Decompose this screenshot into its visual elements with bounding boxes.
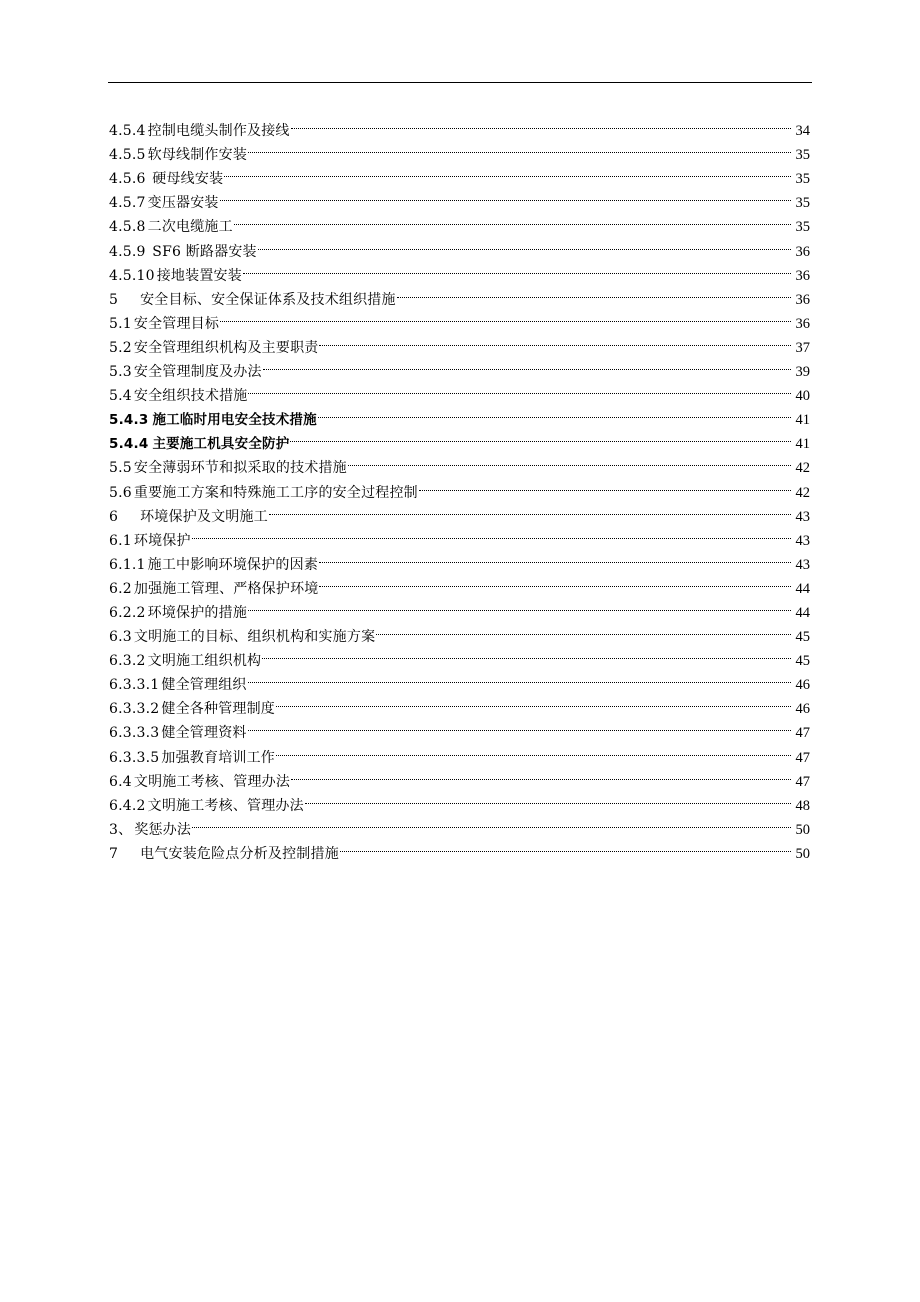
toc-entry-title: 加强施工管理、严格保护环境 <box>133 580 319 597</box>
toc-entry-title: 硬母线安装 <box>147 171 224 188</box>
toc-dot-leader <box>397 280 791 304</box>
toc-entry-title: 文明施工组织机构 <box>147 653 262 670</box>
toc-entry-label <box>109 360 262 384</box>
toc-entry-label <box>109 384 247 408</box>
toc-page-number: 40 <box>795 388 810 405</box>
toc-entry-title: SF6 断路器安装 <box>147 243 257 260</box>
toc-entry-title: 健全管理组织 <box>161 677 247 694</box>
toc-page-number: 47 <box>795 725 810 742</box>
toc-entry-label <box>109 432 289 456</box>
toc-entry-number: 4.5.4 <box>109 123 146 140</box>
toc-entry-label <box>109 601 247 625</box>
toc-page-number: 35 <box>795 195 810 212</box>
toc-entry-title: 施工中影响环境保护的因素 <box>147 556 319 573</box>
toc-entry-number: 5.1 <box>109 315 132 332</box>
toc-entry-number: 4.5.8 <box>109 219 146 236</box>
toc-page-number: 45 <box>795 629 810 646</box>
toc-page-number: 48 <box>795 797 810 814</box>
toc-entry-title: 文明施工考核、管理办法 <box>147 797 304 814</box>
toc-entry-label <box>109 721 247 745</box>
toc-dot-leader <box>248 593 791 617</box>
toc-page-number: 41 <box>795 436 810 453</box>
toc-entry-number: 6.3.3.1 <box>109 677 160 694</box>
toc-entry-title: 安全组织技术措施 <box>133 388 248 405</box>
toc-page-number: 41 <box>795 412 810 429</box>
toc-entry[interactable] <box>109 810 810 838</box>
toc-dot-leader <box>276 689 791 713</box>
toc-page-number: 34 <box>795 123 810 140</box>
toc-dot-leader <box>305 786 791 810</box>
toc-entry-title: 健全各种管理制度 <box>161 701 275 718</box>
toc-entry-label <box>109 191 219 215</box>
toc-entry-number: 5.2 <box>109 339 132 356</box>
toc-page-number: 36 <box>795 243 810 260</box>
toc-entry-number: 6 <box>109 508 119 525</box>
toc-entry-number: 4.5.5 <box>109 147 146 164</box>
toc-entry-label <box>109 842 339 866</box>
toc-dot-leader <box>248 713 791 737</box>
toc-entry-number: 6.4.2 <box>109 797 146 814</box>
toc-page-number: 35 <box>795 147 810 164</box>
toc-entry-number: 6.3.2 <box>109 653 146 670</box>
toc-dot-leader <box>340 834 791 858</box>
toc-entry-title: 环境保护的措施 <box>147 604 248 621</box>
toc-entry-title: 电气安装危险点分析及控制措施 <box>140 845 339 862</box>
toc-entry-number: 5.4.4 <box>109 436 149 453</box>
toc-entry-title: 软母线制作安装 <box>147 147 248 164</box>
toc-page-number: 43 <box>795 508 810 525</box>
toc-page-number: 42 <box>795 460 810 477</box>
toc-dot-leader <box>248 135 791 159</box>
toc-entry-number: 4.5.9 <box>109 243 146 260</box>
table-of-contents <box>109 111 810 862</box>
toc-page-number: 47 <box>795 749 810 766</box>
toc-page-number: 44 <box>795 580 810 597</box>
toc-entry-title: 安全管理制度及办法 <box>133 364 262 381</box>
toc-entry-number: 5.6 <box>109 484 132 501</box>
toc-entry-number: 6.3.3.2 <box>109 701 160 718</box>
toc-entry-number: 5.4 <box>109 388 132 405</box>
toc-entry-label <box>109 746 275 770</box>
toc-page-number: 35 <box>795 219 810 236</box>
toc-entry-number: 6.3.3.5 <box>109 749 160 766</box>
toc-page-number: 42 <box>795 484 810 501</box>
toc-page-number: 47 <box>795 773 810 790</box>
toc-dot-leader <box>220 304 791 328</box>
toc-entry-label <box>109 456 347 480</box>
toc-entry-title: 安全目标、安全保证体系及技术组织措施 <box>140 291 396 308</box>
toc-entry-number: 5.4.3 <box>109 412 149 429</box>
toc-page-number: 36 <box>795 291 810 308</box>
toc-entry[interactable] <box>109 834 810 862</box>
toc-entry[interactable] <box>109 111 810 140</box>
toc-entry-number: 7 <box>109 845 119 862</box>
toc-dot-leader <box>276 737 791 761</box>
toc-entry[interactable] <box>109 545 810 573</box>
toc-entry-label <box>109 167 223 191</box>
toc-entry-number: 5.3 <box>109 364 132 381</box>
toc-page-number: 37 <box>795 339 810 356</box>
toc-dot-leader <box>248 665 791 689</box>
toc-entry-label <box>109 408 317 432</box>
toc-entry-label <box>109 673 247 697</box>
toc-entry-number: 6.2 <box>109 580 132 597</box>
toc-entry-title: 文明施工考核、管理办法 <box>133 773 291 790</box>
toc-entry-label <box>109 240 257 264</box>
toc-dot-leader <box>192 810 791 834</box>
toc-entry-label <box>109 649 261 673</box>
toc-entry-title: 健全管理资料 <box>161 725 247 742</box>
toc-entry-title: 二次电缆施工 <box>147 219 233 236</box>
toc-entry-label <box>109 770 290 794</box>
toc-page-number: 50 <box>795 821 810 838</box>
toc-entry-title: 环境保护及文明施工 <box>140 508 268 525</box>
toc-page-number: 50 <box>795 845 810 862</box>
toc-entry-number: 3、 <box>109 821 133 838</box>
toc-entry-title: 安全管理目标 <box>133 315 220 332</box>
toc-entry-title: 奖惩办法 <box>134 821 192 838</box>
toc-dot-leader <box>319 569 791 593</box>
toc-entry-title: 环境保护 <box>133 532 191 549</box>
toc-dot-leader <box>263 352 791 376</box>
toc-page-number: 45 <box>795 653 810 670</box>
toc-entry-title: 加强教育培训工作 <box>161 749 275 766</box>
toc-entry-number: 6.3.3.3 <box>109 725 160 742</box>
toc-dot-leader <box>262 641 791 665</box>
toc-dot-leader <box>269 497 791 521</box>
toc-dot-leader <box>234 207 791 231</box>
toc-entry-number: 6.1.1 <box>109 556 146 573</box>
toc-dot-leader <box>419 472 791 496</box>
toc-dot-leader <box>291 762 791 786</box>
toc-page-number: 43 <box>795 532 810 549</box>
toc-dot-leader <box>224 159 791 183</box>
toc-dot-leader <box>348 448 791 472</box>
toc-entry-title: 重要施工方案和特殊施工工序的安全过程控制 <box>133 484 418 501</box>
toc-entry-title: 安全管理组织机构及主要职责 <box>133 339 319 356</box>
toc-dot-leader <box>319 545 791 569</box>
toc-dot-leader <box>376 617 791 641</box>
toc-entry-number: 6.4 <box>109 773 132 790</box>
toc-entry-number: 6.3 <box>109 629 132 646</box>
toc-page-number: 43 <box>795 556 810 573</box>
toc-dot-leader <box>318 400 791 424</box>
toc-entry-number: 6.2.2 <box>109 604 146 621</box>
toc-entry-number: 4.5.10 <box>109 267 155 284</box>
header-rule <box>108 82 812 83</box>
toc-entry-label <box>109 818 191 842</box>
toc-entry-title: 文明施工的目标、组织机构和实施方案 <box>133 629 376 646</box>
toc-page-number: 46 <box>795 677 810 694</box>
toc-entry-label <box>109 215 233 239</box>
toc-dot-leader <box>319 328 791 352</box>
toc-entry-title: 施工临时用电安全技术措施 <box>152 412 317 429</box>
toc-page-number: 35 <box>795 171 810 188</box>
toc-page-number: 39 <box>795 364 810 381</box>
toc-dot-leader <box>290 424 791 448</box>
toc-entry-label <box>109 264 242 288</box>
toc-entry-label <box>109 312 219 336</box>
toc-entry-number: 4.5.7 <box>109 195 146 212</box>
toc-entry-label <box>109 529 191 553</box>
toc-entry-number: 5.5 <box>109 460 132 477</box>
toc-entry-title: 接地装置安装 <box>156 267 242 284</box>
toc-entry-title: 主要施工机具安全防护 <box>152 436 290 453</box>
toc-page-number: 44 <box>795 604 810 621</box>
toc-dot-leader <box>220 183 791 207</box>
toc-entry-number: 6.1 <box>109 532 132 549</box>
toc-entry-label <box>109 553 318 577</box>
toc-entry[interactable] <box>109 521 810 549</box>
toc-entry-title: 安全薄弱环节和拟采取的技术措施 <box>133 460 347 477</box>
toc-entry-title: 控制电缆头制作及接线 <box>147 123 290 140</box>
toc-page-number: 46 <box>795 701 810 718</box>
toc-dot-leader <box>248 376 791 400</box>
toc-page-number: 36 <box>795 267 810 284</box>
toc-entry-number: 4.5.6 <box>109 171 146 188</box>
toc-dot-leader <box>243 256 791 280</box>
toc-dot-leader <box>192 521 791 545</box>
toc-entry-title: 变压器安装 <box>147 195 219 212</box>
toc-dot-leader <box>291 111 791 135</box>
toc-page-number: 36 <box>795 315 810 332</box>
toc-entry-number: 5 <box>109 291 119 308</box>
toc-dot-leader <box>258 231 791 255</box>
